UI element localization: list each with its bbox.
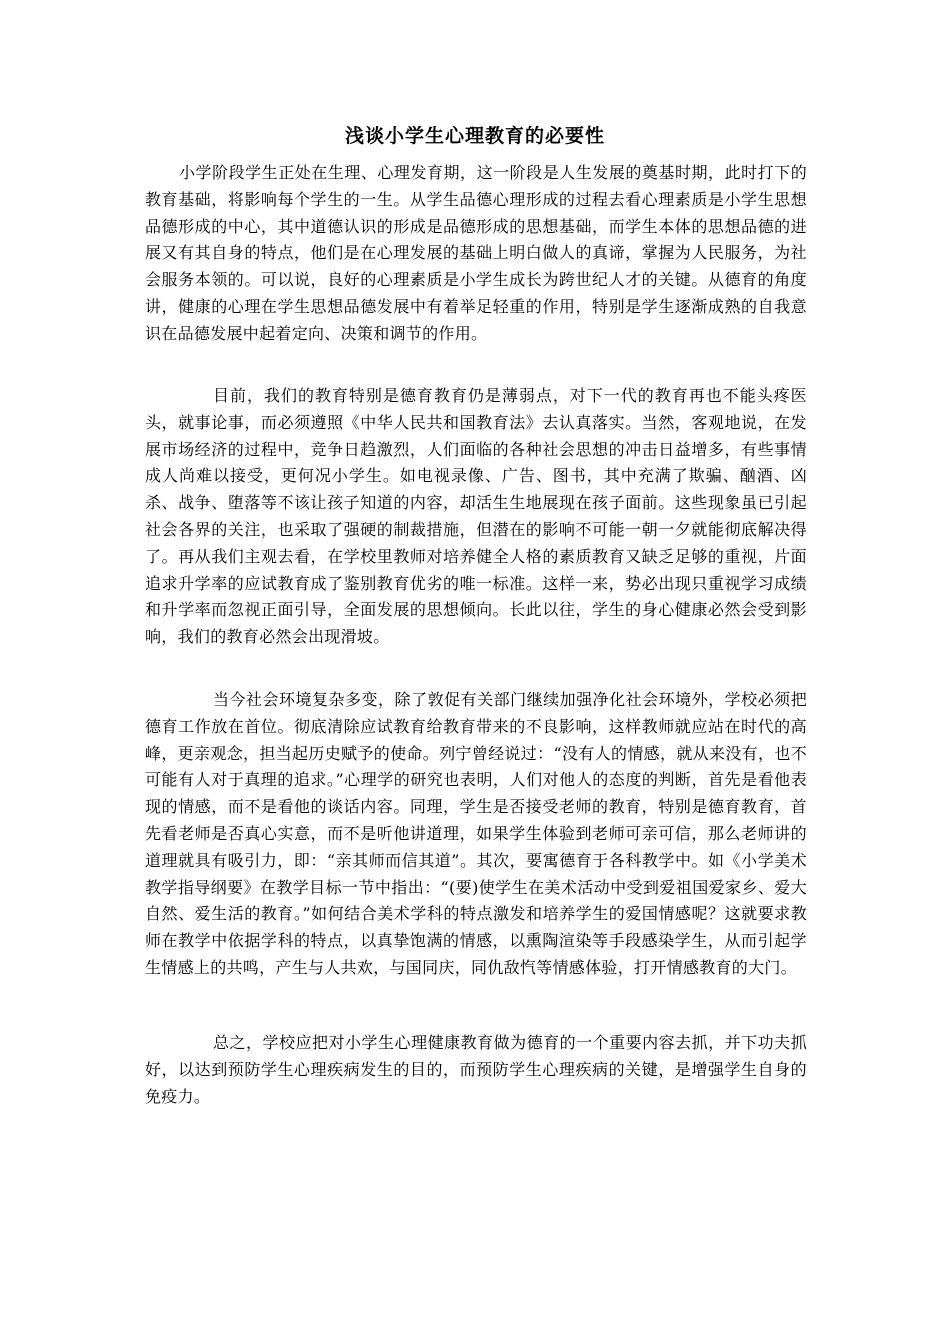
paragraph-4: 总之，学校应把对小学生心理健康教育做为德育的一个重要内容去抓，并下功夫抓好，以达到预防学生心理疾病发生的目的，而预防学生心理疾病的关键，是增强学生自身的免疫力。 bbox=[145, 1033, 807, 1106]
paragraph-2: 目前，我们的教育特别是德育教育仍是薄弱点，对下一代的教育再也不能头疼医头，就事论事，而必须遵照《中华人民共和国教育法》去认真落实。当然，客观地说，在发展市场经济的过程中，竞争日趋激烈，人们面临的各种社会思想的冲击日益增多，有些事情成人尚难以接受，更何况小学生。如电视录像、广告、图书，其中充满了欺骗、酗酒、凶杀、战争、堕落等不该让孩子知道的内容，却活生生地展现在孩子面前。这些现象虽已引起社会各界的关注，也采取了强硬的制裁措施，但潜在的影响不可能一朝一夕就能彻底解决得了。再从我们主观去看，在学校里教师对培养健全人格的素质教育又缺乏足够的重视，片面追求升学率的应试教育成了鉴别教育优劣的唯一标准。这样一来，势必出现只重视学习成绩和升学率而忽视正面引导，全面发展的思想倾向。长此以往，学生的身心健康必然会受到影响，我们的教育必然会出现滑坡。 bbox=[145, 386, 807, 647]
paragraph-1: 小学阶段学生正处在生理、心理发育期，这一阶段是人生发展的奠基时期，此时打下的教育基础，将影响每个学生的一生。从学生品德心理形成的过程去看心理素质是小学生思想品德形成的中心，其中道德认识的形成是品德形成的思想基础，而学生本体的思想品德的进展又有其自身的特点，他们是在心理发展的基础上明白做人的真谛，掌握为人民服务，为社会服务本领的。可以说，良好的心理素质是小学生成长为跨世纪人才的关键。从德育的角度讲，健康的心理在学生思想品德发展中有着举足轻重的作用，特别是学生逐渐成熟的自我意识在品德发展中起着定向、决策和调节的作用。 bbox=[145, 163, 807, 343]
paragraph-3: 当今社会环境复杂多变，除了敦促有关部门继续加强净化社会环境外，学校必须把德育工作放在首位。彻底清除应试教育给教育带来的不良影响，这样教师就应站在时代的高峰，更亲观念，担当起历史赋予的使命。列宁曾经说过：“没有人的情感，就从来没有，也不可能有人对于真理的追求。”心理学的研究也表明，人们对他人的态度的判断，首先是看他表现的情感，而不是看他的谈话内容。同理，学生是否接受老师的教育，特别是德育教育，首先看老师是否真心实意，而不是听他讲道理，如果学生体验到老师可亲可信，那么老师讲的道理就具有吸引力，即：“亲其师而信其道”。其次，要寓德育于各科教学中。如《小学美术教学指导纲要》在教学目标一节中指出：“(要)使学生在美术活动中受到爱祖国爱家乡、爱大自然、爱生活的教育。”如何结合美术学科的特点激发和培养学生的爱国情感呢？这就要求教师在教学中依据学科的特点，以真挚饱满的情感，以熏陶渲染等手段感染学生，从而引起学生情感上的共鸣，产生与人共欢，与国同庆，同仇敌忾等情感体验，打开情感教育的大门。 bbox=[145, 690, 807, 977]
document-title: 浅谈小学生心理教育的必要性 bbox=[344, 125, 605, 147]
